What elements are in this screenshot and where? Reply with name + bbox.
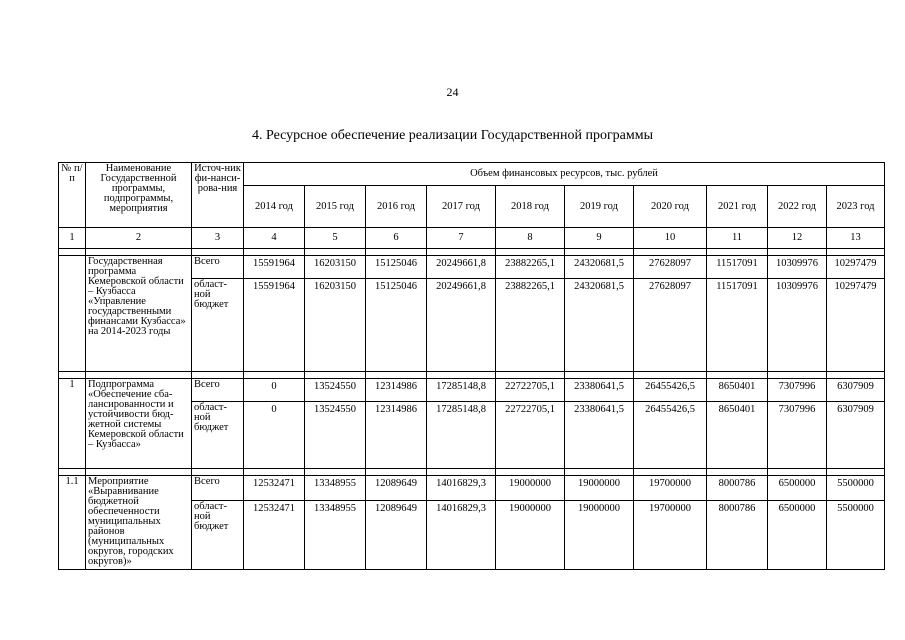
- amount-cell: 17285148,8: [427, 402, 496, 469]
- column-index-cell: 11: [707, 228, 768, 249]
- header-no: № п/п: [59, 163, 86, 228]
- header-year: 2023 год: [827, 186, 885, 228]
- amount-cell: 6307909: [827, 402, 885, 469]
- header-year: 2018 год: [496, 186, 565, 228]
- amount-cell: 0: [244, 402, 305, 469]
- amount-cell: 7307996: [768, 379, 827, 402]
- header-volume: Объем финансовых ресурсов, тыс. рублей: [244, 163, 885, 186]
- amount-cell: 16203150: [305, 279, 366, 372]
- column-index-cell: 8: [496, 228, 565, 249]
- spacer-cell: [192, 372, 244, 379]
- page-number: 24: [446, 85, 459, 99]
- spacer-cell: [366, 372, 427, 379]
- amount-cell: 13524550: [305, 379, 366, 402]
- amount-cell: 8650401: [707, 379, 768, 402]
- amount-cell: 13524550: [305, 402, 366, 469]
- amount-cell: 7307996: [768, 402, 827, 469]
- spacer-cell: [192, 249, 244, 256]
- amount-cell: 15125046: [366, 279, 427, 372]
- amount-cell: 23882265,1: [496, 279, 565, 372]
- header-year: 2017 год: [427, 186, 496, 228]
- amount-cell: 15125046: [366, 256, 427, 279]
- amount-cell: 19000000: [496, 501, 565, 570]
- spacer-cell: [427, 249, 496, 256]
- amount-cell: 15591964: [244, 279, 305, 372]
- amount-cell: 12089649: [366, 501, 427, 570]
- amount-cell: 10297479: [827, 256, 885, 279]
- program-name: Мероприятие «Выравнивание бюджетной обеспеченности муниципальных районов (муниципальных округов, городских округов)»: [86, 476, 192, 570]
- amount-cell: 12532471: [244, 501, 305, 570]
- amount-cell: 16203150: [305, 256, 366, 279]
- spacer-cell: [768, 372, 827, 379]
- column-index-cell: 2: [86, 228, 192, 249]
- spacer-cell: [305, 372, 366, 379]
- spacer-cell: [707, 249, 768, 256]
- header-name: Наименование Государственной программы, подпрограммы, мероприятия: [86, 163, 192, 228]
- spacer-cell: [565, 469, 634, 476]
- spacer-cell: [244, 372, 305, 379]
- amount-cell: 26455426,5: [634, 402, 707, 469]
- spacer-cell: [427, 372, 496, 379]
- program-name: Подпрограмма «Обеспечение сба-лансированности и устойчивости бюд-жетной системы Кемеровской области – Кузбасса»: [86, 379, 192, 469]
- header-year: 2015 год: [305, 186, 366, 228]
- amount-cell: 23380641,5: [565, 379, 634, 402]
- spacer-row: [59, 469, 885, 476]
- spacer-row: [59, 249, 885, 256]
- amount-cell: 15591964: [244, 256, 305, 279]
- spacer-cell: [565, 249, 634, 256]
- spacer-cell: [707, 372, 768, 379]
- spacer-cell: [244, 469, 305, 476]
- spacer-cell: [827, 469, 885, 476]
- amount-cell: 14016829,3: [427, 476, 496, 501]
- amount-cell: 24320681,5: [565, 256, 634, 279]
- spacer-cell: [86, 372, 192, 379]
- amount-cell: 13348955: [305, 476, 366, 501]
- spacer-row: [59, 372, 885, 379]
- spacer-cell: [59, 372, 86, 379]
- amount-cell: 6307909: [827, 379, 885, 402]
- spacer-cell: [86, 469, 192, 476]
- amount-cell: 17285148,8: [427, 379, 496, 402]
- row-number: 1.1: [59, 476, 86, 570]
- spacer-cell: [634, 372, 707, 379]
- column-index-cell: 10: [634, 228, 707, 249]
- amount-cell: 0: [244, 379, 305, 402]
- amount-cell: 11517091: [707, 279, 768, 372]
- amount-cell: 6500000: [768, 501, 827, 570]
- amount-cell: 26455426,5: [634, 379, 707, 402]
- amount-cell: 12314986: [366, 402, 427, 469]
- table-row: [59, 256, 885, 279]
- column-index-cell: 4: [244, 228, 305, 249]
- amount-cell: 8000786: [707, 501, 768, 570]
- amount-cell: 19000000: [496, 476, 565, 501]
- column-index-cell: 5: [305, 228, 366, 249]
- header-year: 2022 год: [768, 186, 827, 228]
- amount-cell: 19700000: [634, 501, 707, 570]
- header-year: 2019 год: [565, 186, 634, 228]
- amount-cell: 24320681,5: [565, 279, 634, 372]
- header-source: Источ-ник фи-нанси-рова-ния: [192, 163, 244, 228]
- amount-cell: 23380641,5: [565, 402, 634, 469]
- amount-cell: 5500000: [827, 476, 885, 501]
- amount-cell: 5500000: [827, 501, 885, 570]
- program-name: Государственная программа Кемеровской области – Кузбасса «Управление государственными финансами Кузбасса» на 2014-2023 годы: [86, 256, 192, 372]
- column-index-cell: 6: [366, 228, 427, 249]
- spacer-cell: [366, 249, 427, 256]
- amount-cell: 12089649: [366, 476, 427, 501]
- spacer-cell: [59, 469, 86, 476]
- funding-source: област-ной бюджет: [192, 279, 244, 372]
- table-row: [59, 379, 885, 402]
- header-year: 2020 год: [634, 186, 707, 228]
- funding-source: област-ной бюджет: [192, 402, 244, 469]
- amount-cell: 19700000: [634, 476, 707, 501]
- amount-cell: 6500000: [768, 476, 827, 501]
- spacer-cell: [768, 469, 827, 476]
- amount-cell: 13348955: [305, 501, 366, 570]
- funding-source: Всего: [192, 476, 244, 501]
- spacer-cell: [827, 249, 885, 256]
- spacer-cell: [427, 469, 496, 476]
- column-index-row: [59, 228, 885, 249]
- table-row: [59, 476, 885, 501]
- spacer-cell: [768, 249, 827, 256]
- spacer-cell: [496, 469, 565, 476]
- amount-cell: 27628097: [634, 279, 707, 372]
- funding-source: Всего: [192, 379, 244, 402]
- spacer-cell: [244, 249, 305, 256]
- spacer-cell: [634, 249, 707, 256]
- column-index-cell: 1: [59, 228, 86, 249]
- column-index-cell: 7: [427, 228, 496, 249]
- column-index-cell: 3: [192, 228, 244, 249]
- amount-cell: 22722705,1: [496, 379, 565, 402]
- header-year: 2014 год: [244, 186, 305, 228]
- spacer-cell: [86, 249, 192, 256]
- spacer-cell: [634, 469, 707, 476]
- spacer-cell: [565, 372, 634, 379]
- header-year: 2021 год: [707, 186, 768, 228]
- header-row-1: [59, 163, 885, 186]
- spacer-cell: [59, 249, 86, 256]
- amount-cell: 27628097: [634, 256, 707, 279]
- amount-cell: 22722705,1: [496, 402, 565, 469]
- amount-cell: 11517091: [707, 256, 768, 279]
- spacer-cell: [827, 372, 885, 379]
- amount-cell: 20249661,8: [427, 256, 496, 279]
- spacer-cell: [366, 469, 427, 476]
- row-number: [59, 256, 86, 372]
- funding-source: Всего: [192, 256, 244, 279]
- column-index-cell: 13: [827, 228, 885, 249]
- amount-cell: 12532471: [244, 476, 305, 501]
- amount-cell: 10309976: [768, 279, 827, 372]
- amount-cell: 14016829,3: [427, 501, 496, 570]
- spacer-cell: [496, 372, 565, 379]
- spacer-cell: [192, 469, 244, 476]
- row-number: 1: [59, 379, 86, 469]
- spacer-cell: [305, 469, 366, 476]
- amount-cell: 20249661,8: [427, 279, 496, 372]
- document-title: 4. Ресурсное обеспечение реализации Государственной программы: [251, 128, 654, 143]
- spacer-cell: [305, 249, 366, 256]
- column-index-cell: 9: [565, 228, 634, 249]
- column-index-cell: 12: [768, 228, 827, 249]
- amount-cell: 12314986: [366, 379, 427, 402]
- amount-cell: 8000786: [707, 476, 768, 501]
- amount-cell: 10309976: [768, 256, 827, 279]
- amount-cell: 19000000: [565, 476, 634, 501]
- amount-cell: 23882265,1: [496, 256, 565, 279]
- spacer-cell: [496, 249, 565, 256]
- amount-cell: 10297479: [827, 279, 885, 372]
- amount-cell: 19000000: [565, 501, 634, 570]
- amount-cell: 8650401: [707, 402, 768, 469]
- spacer-cell: [707, 469, 768, 476]
- funding-source: област-ной бюджет: [192, 501, 244, 570]
- header-year: 2016 год: [366, 186, 427, 228]
- resource-table: [58, 162, 885, 570]
